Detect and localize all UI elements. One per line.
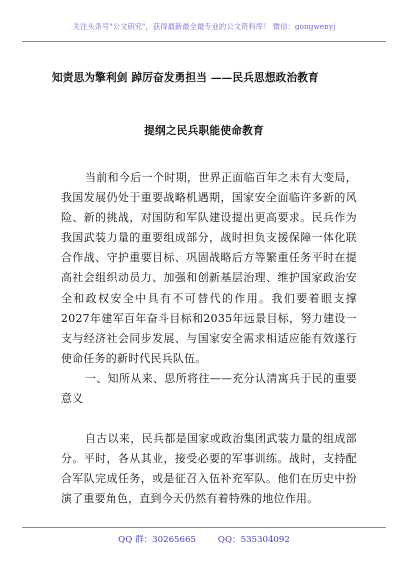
document-subtitle: 提纲之民兵职能使命教育 — [144, 125, 264, 137]
header-divider — [22, 41, 386, 42]
section-heading-1: 一、知所从来、思所将往——充分认清寓兵于民的重要意义 — [61, 372, 357, 406]
footer-contact — [0, 533, 408, 545]
footer-qq-group: QQ 群：30265665 — [118, 535, 196, 545]
document-title: 知责思为擎利剑 踔厉奋发勇担当 ——民兵思想政治教育 — [52, 72, 319, 84]
body-paragraph-history: 自古以来，民兵都是国家或政治集团武装力量的组成部分。平时，各从其业，接受必要的军事训练。战时，支持配合军队完成任务，或是征召入伍补充军队。他们在历史中扮演了重要角色，直到今天仍然有着特殊的地位作用。 — [61, 432, 357, 506]
header-promo-note: 关注头条号"公文研究"，获得最新最全最专业的公文资料库！ 微信：gongwenyj — [72, 22, 336, 31]
footer-divider — [22, 527, 386, 528]
footer-qq-number: QQ：535304092 — [217, 535, 290, 545]
body-paragraph-intro: 当前和今后一个时期，世界正面临百年之未有大变局，我国发展仍处于重要战略机遇期，国家安全面临许多新的风险、新的挑战，对国防和军队建设提出更高要求。民兵作为我国武装力量的重要组成部分，战时担负支援保障一体化联合作战、守护重要目标、巩固战略后方等繁重任务平时在提高社会组织动员力、加强和创新基层治理、维护国家政治安全和政权安全中具有不可替代的作用。我们要着眼支撑2027年建军百年奋斗目标和2035年远景目标，努力建设一支与经济社会同步发展、与国家安全需求相适应能有效遂行使命任务的新时代民兵队伍。 — [61, 171, 357, 365]
